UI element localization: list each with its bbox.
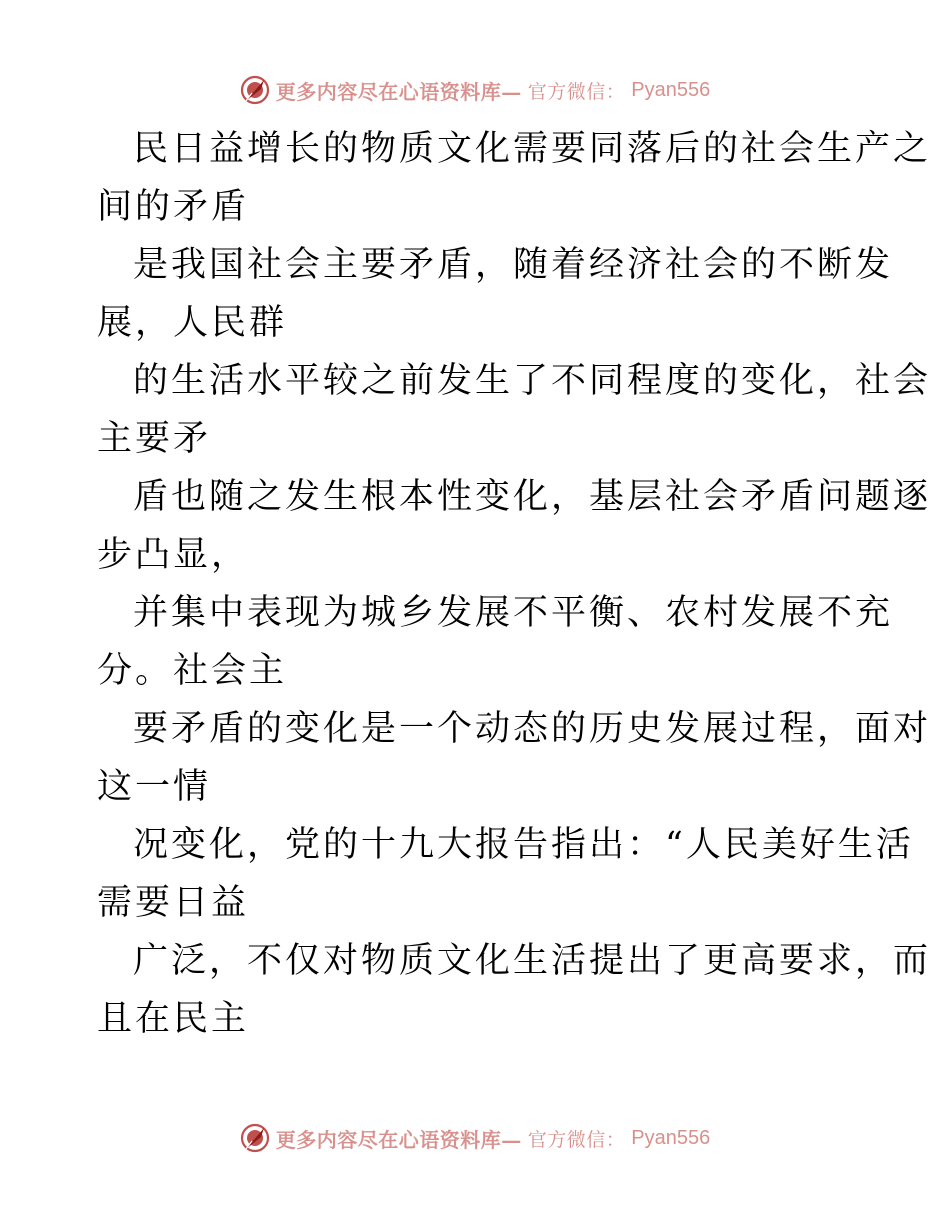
paragraph — [97, 120, 932, 236]
paragraph — [97, 236, 894, 352]
watermark-wechat-label: 官方微信： — [527, 80, 626, 103]
paragraph — [97, 352, 932, 468]
paragraph — [97, 700, 932, 816]
paragraph — [97, 584, 894, 700]
document-body — [97, 120, 932, 1048]
paragraph-line: 并集中表现为城乡发展不平衡、农村发展不充 — [133, 593, 894, 633]
paragraph-line-wrap: 展，人民群 — [97, 303, 288, 343]
footer-watermark — [0, 1118, 950, 1158]
paragraph-line: 盾也随之发生根本性变化，基层社会矛盾问题逐 — [133, 477, 932, 517]
watermark-site-text: 更多内容尽在心语资料库— — [275, 1127, 522, 1152]
quill-logo-icon — [240, 1123, 270, 1153]
paragraph — [97, 816, 914, 932]
paragraph — [97, 932, 932, 1048]
paragraph-line-wrap: 步凸显， — [97, 535, 250, 575]
paragraph-line: 要矛盾的变化是一个动态的历史发展过程，面对 — [133, 709, 932, 749]
paragraph-line-wrap: 分。社会主 — [97, 651, 288, 691]
paragraph — [97, 468, 932, 584]
paragraph-line: 的生活水平较之前发生了不同程度的变化，社会 — [133, 361, 932, 401]
header-watermark — [0, 70, 950, 110]
paragraph-line-wrap: 主要矛 — [97, 419, 212, 459]
paragraph-line-wrap: 需要日益 — [97, 883, 250, 923]
watermark-wechat-id: Pyan556 — [631, 78, 711, 101]
watermark-wechat-label: 官方微信： — [527, 1128, 626, 1151]
paragraph-line-wrap: 且在民主 — [97, 999, 250, 1039]
watermark-wechat-id: Pyan556 — [631, 1126, 711, 1149]
paragraph-line: 况变化，党的十九大报告指出：“人民美好生活 — [133, 825, 914, 865]
paragraph-line: 广泛，不仅对物质文化生活提出了更高要求，而 — [133, 941, 932, 981]
watermark-site-text: 更多内容尽在心语资料库— — [275, 79, 522, 104]
paragraph-line-wrap: 这一情 — [97, 767, 212, 807]
quill-logo-icon — [240, 75, 270, 105]
paragraph-line: 是我国社会主要矛盾，随着经济社会的不断发 — [133, 245, 894, 285]
paragraph-line: 民日益增长的物质文化需要同落后的社会生产之 — [133, 129, 932, 169]
paragraph-line-wrap: 间的矛盾 — [97, 187, 250, 227]
